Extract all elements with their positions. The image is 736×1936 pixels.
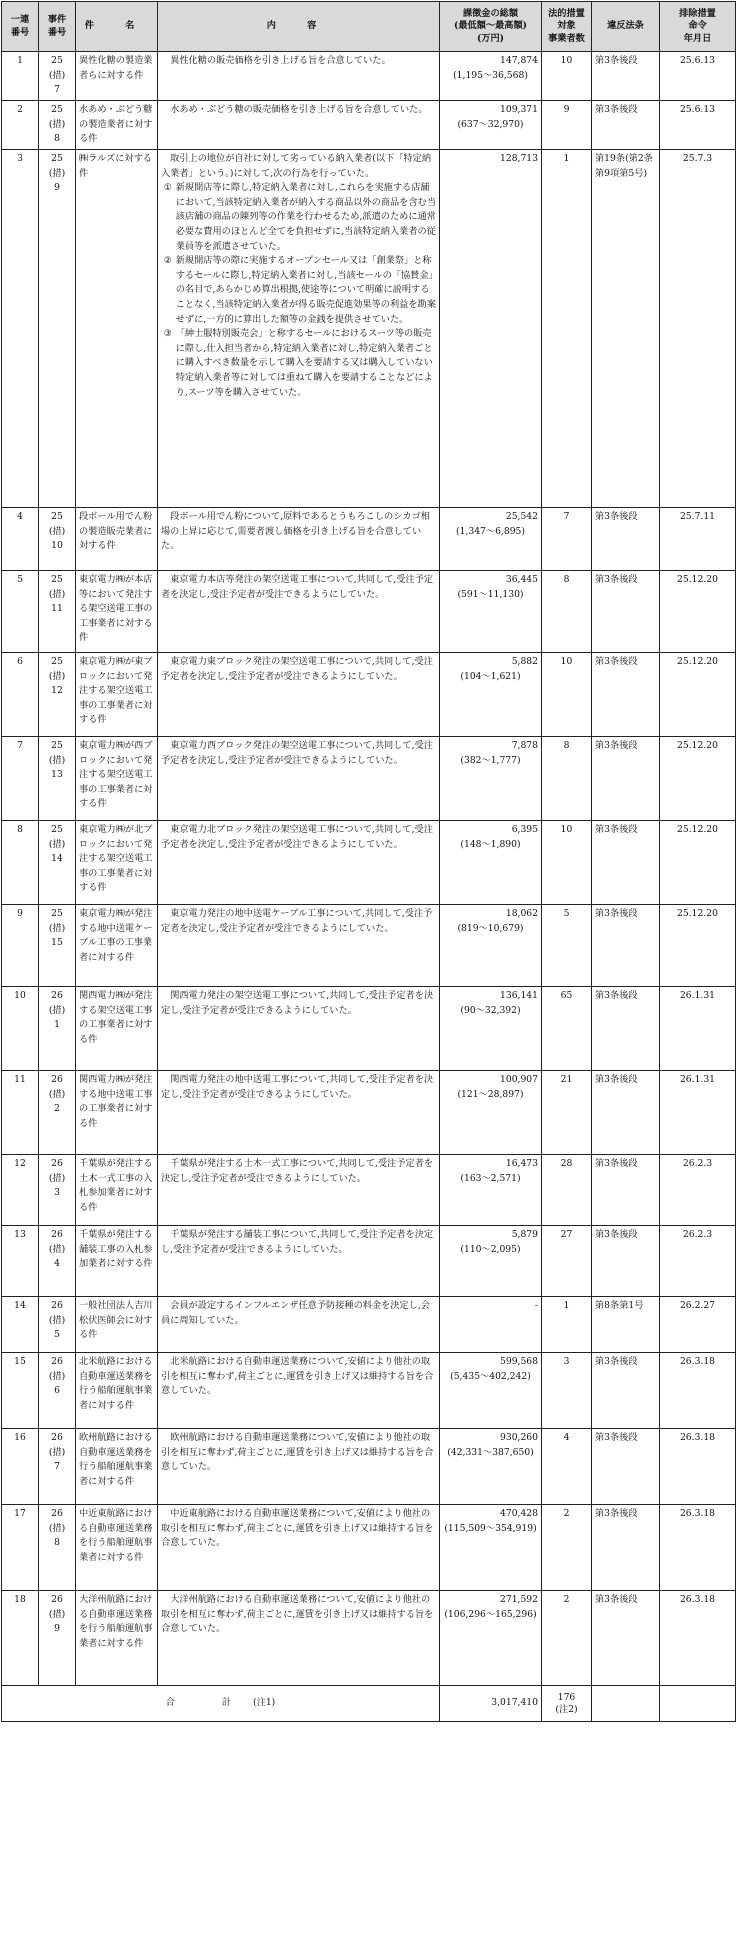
law-cell: 第3条後段 (592, 821, 660, 905)
serial-cell: 8 (2, 821, 39, 905)
amount-cell (440, 101, 542, 150)
date-cell: 25.7.11 (660, 508, 736, 571)
content-lead: 欧州航路における自動車運送業務について,安値により他社の取引を相互に奪わず,荷主ごとに,運賃を引き上げ又は維持する旨を合意していた。 (161, 1432, 434, 1473)
amount-cell (440, 52, 542, 101)
count-cell: 5 (542, 905, 592, 987)
name-cell: 千葉県が発注する舗装工事の入札参加業者に対する件 (76, 1226, 158, 1297)
content-lead: 異性化糖の販売価格を引き上げる旨を合意していた。 (170, 55, 391, 66)
content-lead: 東京電力発注の地中送電ケーブル工事について,共同して,受注予定者を決定し,受注予定者が受注できるようにしていた。 (161, 908, 433, 934)
amount-cell (440, 1226, 542, 1297)
serial-cell: 6 (2, 653, 39, 737)
case-no-cell: 26 (措) 9 (39, 1591, 76, 1686)
amount-cell (440, 987, 542, 1071)
table-row (2, 1429, 736, 1505)
case-no-cell: 25 (措) 8 (39, 101, 76, 150)
content-item-text: 新規開店等に際し,特定納入業者に対し,これらを実施する店舗において,当該特定納入業者が納入する商品以外の商品を含む当該店舗の商品の陳列等の作業を行わせるため,派遣のために通常必要な費用のほとんど全てを負担せずに,当該特定納入業者の従業員等を派遣させていた。 (175, 182, 436, 252)
serial-cell: 10 (2, 987, 39, 1071)
count-cell: 1 (542, 150, 592, 508)
table-row (2, 987, 736, 1071)
content-cell (158, 101, 440, 150)
content-lead: 東京電力西ブロック発注の架空送電工事について,共同して,受注予定者を決定し,受注予定者が受注できるようにしていた。 (161, 740, 433, 766)
total-label-cell (2, 1686, 440, 1722)
header-amount: 課徴金の総額 (最低額～最高額) (万円) (440, 2, 542, 52)
case-no-cell: 25 (措) 11 (39, 571, 76, 653)
amount-total: 25,542 (505, 511, 538, 522)
count-cell: 10 (542, 821, 592, 905)
date-cell: 26.3.18 (660, 1429, 736, 1505)
serial-cell: 9 (2, 905, 39, 987)
law-cell: 第3条後段 (592, 101, 660, 150)
content-item (161, 254, 436, 327)
amount-total: 147,874 (500, 55, 538, 66)
amount-range: (42,331～387,650) (447, 1446, 534, 1458)
case-no-cell: 25 (措) 13 (39, 737, 76, 821)
content-cell (158, 1071, 440, 1155)
law-cell: 第3条後段 (592, 571, 660, 653)
table-row (2, 1071, 736, 1155)
content-lead: 東京電力北ブロック発注の架空送電工事について,共同して,受注予定者を決定し,受注予定者が受注できるようにしていた。 (161, 824, 433, 850)
content-cell (158, 150, 440, 508)
table-row (2, 1591, 736, 1686)
date-cell: 26.1.31 (660, 987, 736, 1071)
count-cell: 8 (542, 571, 592, 653)
content-item (161, 181, 436, 254)
table-row (2, 1353, 736, 1429)
amount-total: 7,878 (511, 740, 538, 751)
amount-cell (440, 508, 542, 571)
content-cell (158, 1155, 440, 1226)
header-case-no: 事件 番号 (39, 2, 76, 52)
total-empty-law (592, 1686, 660, 1722)
content-item-number: ① (163, 182, 173, 194)
table-row (2, 1155, 736, 1226)
law-cell: 第19条(第2条第9項第5号) (592, 150, 660, 508)
name-cell: 東京電力㈱が西ブロックにおいて発注する架空送電工事の工事業者に対する件 (76, 737, 158, 821)
amount-range: (382～1,777) (460, 754, 521, 766)
table-row (2, 1297, 736, 1353)
name-cell: 東京電力㈱が発注する地中送電ケーブル工事の工事業者に対する件 (76, 905, 158, 987)
law-cell: 第8条第1号 (592, 1297, 660, 1353)
content-lead: 段ボール用でん粉について,原料であるとうもろこしのシカゴ相場の上昇に応じて,需要者渡し価格を引き上げる旨を合意していた。 (161, 511, 430, 552)
amount-range: (591～11,130) (457, 588, 524, 600)
amount-total: 5,882 (511, 656, 538, 667)
law-cell: 第3条後段 (592, 987, 660, 1071)
serial-cell: 16 (2, 1429, 39, 1505)
table-row (2, 508, 736, 571)
serial-cell: 7 (2, 737, 39, 821)
serial-cell: 5 (2, 571, 39, 653)
serial-cell: 14 (2, 1297, 39, 1353)
amount-range: (106,296～165,296) (444, 1608, 537, 1620)
case-no-cell: 25 (措) 14 (39, 821, 76, 905)
name-cell: 北米航路における自動車運送業務を行う船舶運航事業者に対する件 (76, 1353, 158, 1429)
case-no-cell: 25 (措) 12 (39, 653, 76, 737)
count-cell: 65 (542, 987, 592, 1071)
amount-total: 136,141 (500, 990, 538, 1001)
header-law: 違反法条 (592, 2, 660, 52)
content-cell (158, 1226, 440, 1297)
content-item-number: ③ (163, 328, 173, 340)
header-count: 法的措置 対象 事業者数 (542, 2, 592, 52)
amount-range: (90～32,392) (460, 1004, 521, 1016)
name-cell: ㈱ラルズに対する件 (76, 150, 158, 508)
content-cell (158, 905, 440, 987)
case-no-cell: 26 (措) 2 (39, 1071, 76, 1155)
name-cell: 大洋州航路における自動車運送業務を行う船舶運航事業者に対する件 (76, 1591, 158, 1686)
amount-cell (440, 1505, 542, 1591)
amount-range: (115,509～354,919) (444, 1522, 537, 1534)
header-serial: 一連 番号 (2, 2, 39, 52)
law-cell: 第3条後段 (592, 52, 660, 101)
amount-range: (148～1,890) (460, 838, 521, 850)
serial-cell: 13 (2, 1226, 39, 1297)
table-row (2, 905, 736, 987)
date-cell: 25.6.13 (660, 101, 736, 150)
amount-total: 5,879 (511, 1229, 538, 1240)
count-cell: 8 (542, 737, 592, 821)
content-lead: 北米航路における自動車運送業務について,安値により他社の取引を相互に奪わず,荷主ごとに,運賃を引き上げ又は維持する旨を合意していた。 (161, 1356, 434, 1397)
name-cell: 中近東航路における自動車運送業務を行う船舶運航事業者に対する件 (76, 1505, 158, 1591)
law-cell: 第3条後段 (592, 508, 660, 571)
content-lead: 東京電力本店等発注の架空送電工事について,共同して,受注予定者を決定し,受注予定者が受注できるようにしていた。 (161, 574, 434, 600)
amount-total: 930,260 (500, 1432, 538, 1443)
case-no-cell: 26 (措) 5 (39, 1297, 76, 1353)
date-cell: 25.12.20 (660, 821, 736, 905)
case-no-cell: 26 (措) 6 (39, 1353, 76, 1429)
amount-cell (440, 653, 542, 737)
content-cell (158, 1591, 440, 1686)
content-cell (158, 737, 440, 821)
content-cell (158, 571, 440, 653)
amount-range: (1,195～36,568) (453, 69, 528, 81)
count-cell: 21 (542, 1071, 592, 1155)
amount-total: 128,713 (500, 153, 538, 164)
case-no-cell: 26 (措) 1 (39, 987, 76, 1071)
table-row (2, 52, 736, 101)
header-name: 件 名 (76, 2, 158, 52)
content-cell (158, 52, 440, 101)
amount-range: (104～1,621) (460, 670, 521, 682)
table-row (2, 653, 736, 737)
case-no-cell: 26 (措) 3 (39, 1155, 76, 1226)
count-cell: 3 (542, 1353, 592, 1429)
law-cell: 第3条後段 (592, 737, 660, 821)
table-row (2, 821, 736, 905)
name-cell: 関西電力㈱が発注する架空送電工事の工事業者に対する件 (76, 987, 158, 1071)
total-amount: 3,017,410 (440, 1686, 542, 1722)
amount-total: - (534, 1300, 538, 1311)
content-lead: 水あめ・ぶどう糖の販売価格を引き上げる旨を合意していた。 (170, 104, 428, 115)
amount-cell (440, 150, 542, 508)
name-cell: 関西電力㈱が発注する地中送電工事の工事業者に対する件 (76, 1071, 158, 1155)
content-lead: 東京電力東ブロック発注の架空送電工事について,共同して,受注予定者を決定し,受注予定者が受注できるようにしていた。 (161, 656, 433, 682)
serial-cell: 12 (2, 1155, 39, 1226)
serial-cell: 11 (2, 1071, 39, 1155)
name-cell: 東京電力㈱が北ブロックにおいて発注する架空送電工事の工事業者に対する件 (76, 821, 158, 905)
count-cell: 2 (542, 1591, 592, 1686)
amount-range: (637～32,970) (457, 118, 524, 130)
name-cell: 異性化糖の製造業者らに対する件 (76, 52, 158, 101)
content-item-text: 新規開店等の際に実施するオープンセール又は「創業祭」と称するセールに際し,特定納入業者に対し,当該セールの「協賛金」の名目で,あらかじめ算出根拠,使途等について明確に説明することなく,当該特定納入業者が得る販売促進効果等の利益を勘案せずに,一方的に算出した額等の金銭を提供させていた。 (175, 255, 436, 325)
amount-total: 36,445 (505, 574, 538, 585)
table-row (2, 101, 736, 150)
total-note1: (注1) (253, 1697, 276, 1709)
content-item-text: 「紳士服特別販売会」と称するセールにおけるスーツ等の販売に際し,仕入担当者から,特定納入業者に対し,特定納入業者ごとに購入すべき数量を示して購入を要請する又は購入していない特定納入業者等に対しては重ねて購入を要請することなどにより,スーツ等を購入させていた。 (175, 328, 433, 398)
law-cell: 第3条後段 (592, 905, 660, 987)
name-cell: 段ボール用でん粉の製造販売業者に対する件 (76, 508, 158, 571)
content-lead: 千葉県が発注する土木一式工事について,共同して,受注予定者を決定し,受注予定者が受注できるようにしていた。 (161, 1158, 434, 1184)
content-lead: 取引上の地位が自社に対して劣っている納入業者(以下「特定納入業者」という。)に対して,次の行為を行っていた。 (161, 153, 432, 179)
date-cell: 25.6.13 (660, 52, 736, 101)
name-cell: 一般社団法人吉川松伏医師会に対する件 (76, 1297, 158, 1353)
count-cell: 10 (542, 653, 592, 737)
name-cell: 欧州航路における自動車運送業務を行う船舶運航事業者に対する件 (76, 1429, 158, 1505)
serial-cell: 1 (2, 52, 39, 101)
serial-cell: 18 (2, 1591, 39, 1686)
case-no-cell: 25 (措) 10 (39, 508, 76, 571)
amount-total: 6,395 (511, 824, 538, 835)
content-lead: 千葉県が発注する舗装工事について,共同して,受注予定者を決定し,受注予定者が受注できるようにしていた。 (161, 1229, 434, 1255)
count-cell: 7 (542, 508, 592, 571)
count-cell: 1 (542, 1297, 592, 1353)
header-date: 排除措置 命令 年月日 (660, 2, 736, 52)
amount-cell (440, 905, 542, 987)
date-cell: 25.12.20 (660, 571, 736, 653)
amount-range: (1,347～6,895) (456, 525, 525, 537)
date-cell: 26.2.27 (660, 1297, 736, 1353)
table-row (2, 571, 736, 653)
amount-total: 470,428 (500, 1508, 538, 1519)
date-cell: 25.7.3 (660, 150, 736, 508)
count-cell: 9 (542, 101, 592, 150)
name-cell: 東京電力㈱が東ブロックにおいて発注する架空送電工事の工事業者に対する件 (76, 653, 158, 737)
total-count: 176 (557, 1691, 576, 1703)
date-cell: 26.3.18 (660, 1505, 736, 1591)
content-lead: 関西電力発注の地中送電工事について,共同して,受注予定者を決定し,受注予定者が受注できるようにしていた。 (161, 1074, 434, 1100)
date-cell: 26.2.3 (660, 1226, 736, 1297)
serial-cell: 4 (2, 508, 39, 571)
law-cell: 第3条後段 (592, 1071, 660, 1155)
case-no-cell: 25 (措) 7 (39, 52, 76, 101)
law-cell: 第3条後段 (592, 1353, 660, 1429)
law-cell: 第3条後段 (592, 1591, 660, 1686)
total-row (2, 1686, 736, 1722)
amount-total: 271,592 (500, 1594, 538, 1605)
amount-total: 18,062 (505, 908, 538, 919)
amount-cell (440, 1155, 542, 1226)
amount-total: 16,473 (505, 1158, 538, 1169)
serial-cell: 17 (2, 1505, 39, 1591)
name-cell: 千葉県が発注する土木一式工事の入札参加業者に対する件 (76, 1155, 158, 1226)
amount-cell (440, 1297, 542, 1353)
total-count-cell (542, 1686, 592, 1722)
content-cell (158, 653, 440, 737)
law-cell: 第3条後段 (592, 1429, 660, 1505)
content-item (161, 327, 436, 400)
case-no-cell: 25 (措) 9 (39, 150, 76, 508)
content-cell (158, 1505, 440, 1591)
content-cell (158, 1429, 440, 1505)
content-lead: 中近東航路における自動車運送業務について,安値により他社の取引を相互に奪わず,荷主ごとに,運賃を引き上げ又は維持する旨を合意していた。 (161, 1508, 434, 1549)
table-row (2, 1505, 736, 1591)
content-cell (158, 1297, 440, 1353)
content-lead: 大洋州航路における自動車運送業務について,安値により他社の取引を相互に奪わず,荷主ごとに,運賃を引き上げ又は維持する旨を合意していた。 (161, 1594, 434, 1635)
date-cell: 25.12.20 (660, 653, 736, 737)
serial-cell: 15 (2, 1353, 39, 1429)
law-cell: 第3条後段 (592, 1505, 660, 1591)
content-cell (158, 821, 440, 905)
table-row (2, 1226, 736, 1297)
name-cell: 東京電力㈱が本店等において発注する架空送電工事の工事業者に対する件 (76, 571, 158, 653)
case-no-cell: 26 (措) 4 (39, 1226, 76, 1297)
total-note2: (注2) (555, 1703, 578, 1715)
date-cell: 26.3.18 (660, 1353, 736, 1429)
count-cell: 10 (542, 52, 592, 101)
amount-cell (440, 737, 542, 821)
header-row (2, 2, 736, 52)
date-cell: 26.2.3 (660, 1155, 736, 1226)
content-lead: 会員が設定するインフルエンザ任意予防接種の料金を決定し,会員に周知していた。 (161, 1300, 430, 1326)
amount-total: 100,907 (500, 1074, 538, 1085)
content-lead: 関西電力発注の架空送電工事について,共同して,受注予定者を決定し,受注予定者が受注できるようにしていた。 (161, 990, 434, 1016)
enforcement-table (1, 1, 736, 1722)
amount-cell (440, 821, 542, 905)
law-cell: 第3条後段 (592, 1155, 660, 1226)
header-content: 内 容 (158, 2, 440, 52)
date-cell: 26.3.18 (660, 1591, 736, 1686)
amount-range: (121～28,897) (457, 1088, 524, 1100)
amount-range: (819～10,679) (457, 922, 524, 934)
amount-total: 109,371 (500, 104, 538, 115)
table-row (2, 150, 736, 508)
serial-cell: 2 (2, 101, 39, 150)
total-empty-date (660, 1686, 736, 1722)
content-cell (158, 508, 440, 571)
law-cell: 第3条後段 (592, 653, 660, 737)
table-row (2, 737, 736, 821)
date-cell: 25.12.20 (660, 737, 736, 821)
amount-cell (440, 571, 542, 653)
amount-range: (163～2,571) (460, 1172, 521, 1184)
amount-cell (440, 1353, 542, 1429)
content-cell (158, 1353, 440, 1429)
date-cell: 26.1.31 (660, 1071, 736, 1155)
serial-cell: 3 (2, 150, 39, 508)
case-no-cell: 26 (措) 8 (39, 1505, 76, 1591)
amount-cell (440, 1071, 542, 1155)
count-cell: 28 (542, 1155, 592, 1226)
count-cell: 27 (542, 1226, 592, 1297)
law-cell: 第3条後段 (592, 1226, 660, 1297)
amount-cell (440, 1429, 542, 1505)
content-cell (158, 987, 440, 1071)
amount-range: (110～2,095) (460, 1243, 521, 1255)
amount-total: 599,568 (500, 1356, 538, 1367)
content-item-number: ② (163, 255, 173, 267)
count-cell: 4 (542, 1429, 592, 1505)
amount-range: (5,435～402,242) (450, 1370, 531, 1382)
total-label: 合 計 (165, 1697, 254, 1709)
count-cell: 2 (542, 1505, 592, 1591)
case-no-cell: 25 (措) 15 (39, 905, 76, 987)
date-cell: 25.12.20 (660, 905, 736, 987)
name-cell: 水あめ・ぶどう糖の製造業者に対する件 (76, 101, 158, 150)
amount-cell (440, 1591, 542, 1686)
case-no-cell: 26 (措) 7 (39, 1429, 76, 1505)
